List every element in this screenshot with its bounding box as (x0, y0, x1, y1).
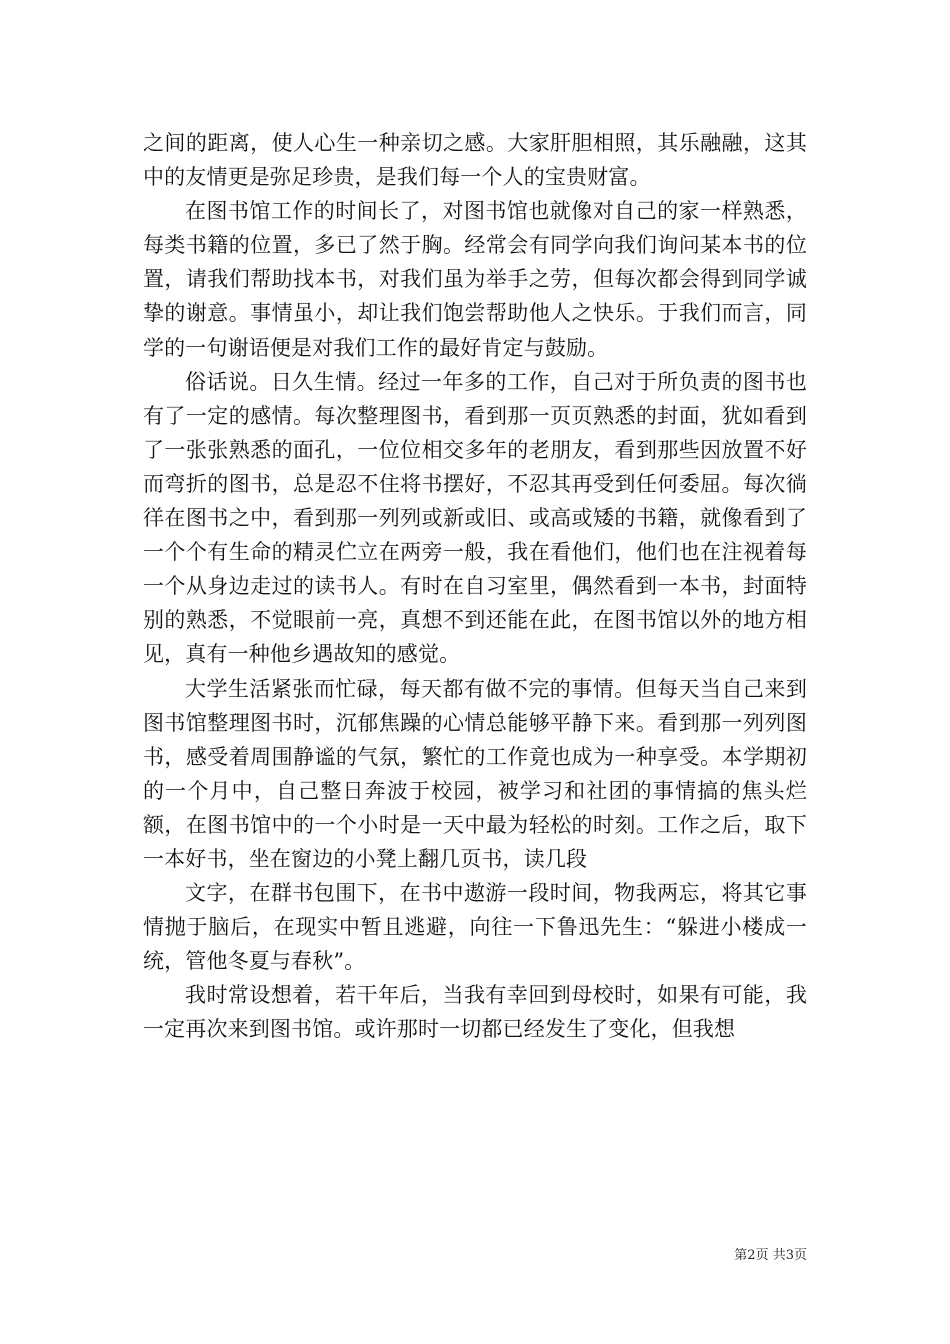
footer-middle: 页 共 (755, 1248, 786, 1263)
footer-current-page: 2 (747, 1248, 756, 1263)
footer-suffix: 页 (793, 1248, 807, 1263)
paragraph: 之间的距离，使人心生一种亲切之感。大家肝胆相照，其乐融融，这其中的友情更是弥足珍贵，是我们每一个人的宝贵财富。 (143, 131, 807, 190)
page-number-footer (734, 1248, 807, 1264)
paragraph: 我时常设想着，若干年后，当我有幸回到母校时，如果有可能，我一定再次来到图书馆。或许那时一切都已经发生了变化，但我想 (143, 983, 807, 1042)
paragraph: 俗话说。日久生情。经过一年多的工作，自己对于所负责的图书也有了一定的感情。每次整理图书，看到那一页页熟悉的封面，犹如看到了一张张熟悉的面孔，一位位相交多年的老朋友，看到那些因放置不好而弯折的图书，总是忍不住将书摆好，不忍其再受到任何委屈。每次徜徉在图书之中，看到那一列列或新或旧、或高或矮的书籍，就像看到了一个个有生命的精灵伫立在两旁一般，我在看他们，他们也在注视着每一个从身边走过的读书人。有时在自习室里，偶然看到一本书，封面特别的熟悉，不觉眼前一亮，真想不到还能在此，在图书馆以外的地方相见，真有一种他乡遇故知的感觉。 (143, 369, 807, 667)
document-body (143, 126, 807, 1047)
paragraph: 文字，在群书包围下，在书中遨游一段时间，物我两忘，将其它事情抛于脑后，在现实中暂且逃避，向往一下鲁迅先生：“躲进小楼成一统，管他冬夏与春秋”。 (143, 881, 807, 974)
paragraph: 在图书馆工作的时间长了，对图书馆也就像对自己的家一样熟悉，每类书籍的位置，多已了然于胸。经常会有同学向我们询问某本书的位置，请我们帮助找本书，对我们虽为举手之劳，但每次都会得到同学诚挚的谢意。事情虽小，却让我们饱尝帮助他人之快乐。于我们而言，同学的一句谢语便是对我们工作的最好肯定与鼓励。 (143, 199, 807, 360)
paragraph: 大学生活紧张而忙碌，每天都有做不完的事情。但每天当自己来到图书馆整理图书时，沉郁焦躁的心情总能够平静下来。看到那一列列图书，感受着周围静谧的气氛，繁忙的工作竟也成为一种享受。本学期初的一个月中，自己整日奔波于校园，被学习和社团的事情搞的焦头烂额，在图书馆中的一个小时是一天中最为轻松的时刻。工作之后，取下一本好书，坐在窗边的小凳上翻几页书，读几段 (143, 676, 807, 871)
footer-prefix: 第 (734, 1248, 748, 1263)
footer-total-pages: 3 (785, 1248, 794, 1263)
